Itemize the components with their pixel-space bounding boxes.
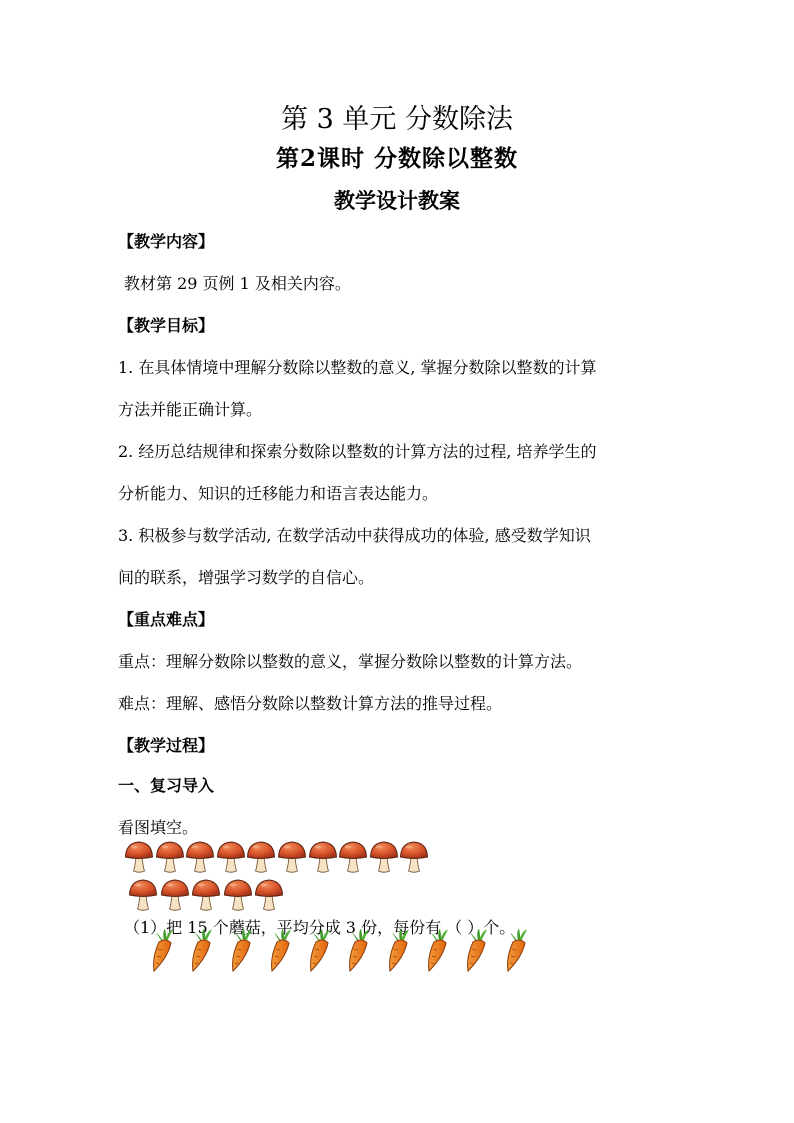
carrot-icon <box>382 928 412 972</box>
goal-3-line-2: 间的联系，增强学习数学的自信心。 <box>118 568 375 587</box>
mushroom-icon <box>246 840 276 874</box>
carrot-icon <box>500 928 530 972</box>
mushroom-icon <box>223 878 253 912</box>
mushroom-icon <box>338 840 368 874</box>
mushroom-row-1 <box>124 840 430 874</box>
carrot-icon <box>185 928 215 972</box>
mushroom-icon <box>399 840 429 874</box>
carrot-icon <box>146 928 176 972</box>
carrot-icon <box>303 928 333 972</box>
mushroom-icon <box>160 878 190 912</box>
mushroom-icon <box>277 840 307 874</box>
goal-2-line-2: 分析能力、知识的迁移能力和语言表达能力。 <box>118 484 439 503</box>
carrot-icon <box>460 928 490 972</box>
fill-prompt: 看图填空。 <box>118 818 199 837</box>
carrot-icon <box>264 928 294 972</box>
lesson-title: 第2课时 分数除以整数 <box>275 145 518 172</box>
key-point: 重点：理解分数除以整数的意义，掌握分数除以整数的计算方法。 <box>118 652 583 671</box>
goal-2-line-1: 2. 经历总结规律和探索分数除以整数的计算方法的过程, 培养学生的 <box>118 442 597 461</box>
mushroom-icon <box>308 840 338 874</box>
mushroom-icon <box>155 840 185 874</box>
carrot-icon <box>225 928 255 972</box>
carrot-icon <box>421 928 451 972</box>
mushroom-icon <box>124 840 154 874</box>
carrot-row <box>146 928 539 972</box>
difficult-point: 难点：理解、感悟分数除以整数计算方法的推导过程。 <box>118 694 503 713</box>
question-1: （1）把 15 个蘑菇，平均分成 3 份，每份有 （ ）个。 <box>124 918 516 937</box>
step-1-heading: 一、复习导入 <box>118 776 215 795</box>
mushroom-icon <box>254 878 284 912</box>
process-heading: 【教学过程】 <box>118 736 215 755</box>
goal-3-line-1: 3. 积极参与数学活动, 在数学活动中获得成功的体验, 感受数学知识 <box>118 526 591 545</box>
goal-1-line-1: 1. 在具体情境中理解分数除以整数的意义, 掌握分数除以整数的计算 <box>118 358 597 377</box>
mushroom-icon <box>185 840 215 874</box>
goals-heading: 【教学目标】 <box>118 316 215 335</box>
mushroom-icon <box>191 878 221 912</box>
unit-title: 第 3 单元 分数除法 <box>281 104 513 135</box>
mushroom-icon <box>128 878 158 912</box>
content-heading: 【教学内容】 <box>118 232 215 251</box>
key-points-heading: 【重点难点】 <box>118 610 215 629</box>
carrot-icon <box>342 928 372 972</box>
mushroom-row-2 <box>128 878 286 912</box>
mushroom-icon <box>216 840 246 874</box>
goal-1-line-2: 方法并能正确计算。 <box>118 400 263 419</box>
mushroom-icon <box>369 840 399 874</box>
content-text: 教材第 29 页例 1 及相关内容。 <box>124 274 351 293</box>
doc-type-title: 教学设计教案 <box>334 188 460 213</box>
